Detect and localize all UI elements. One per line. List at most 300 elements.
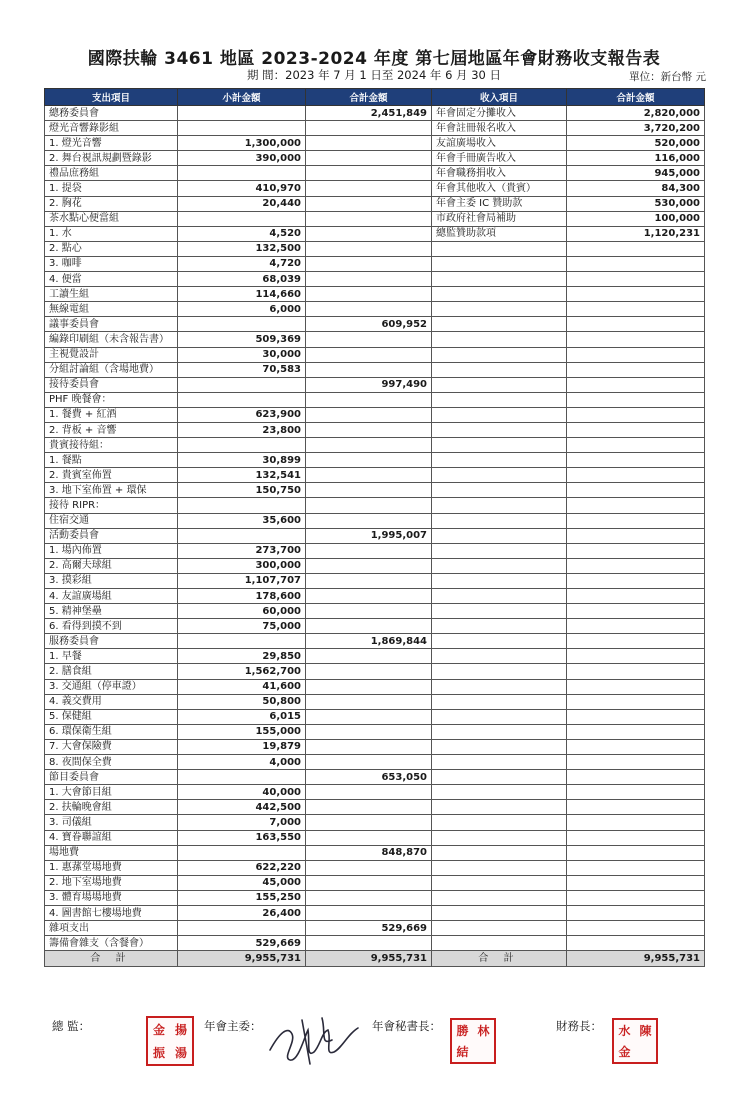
table-row [45, 679, 705, 694]
subtotal-cell [178, 166, 306, 181]
finance-table [44, 88, 705, 967]
subtotal-cell: 60,000 [178, 604, 306, 619]
income-item-cell [432, 377, 567, 392]
subtotal-cell: 300,000 [178, 558, 306, 573]
table-row [45, 513, 705, 528]
income-item-cell [432, 407, 567, 422]
income-item-cell [432, 694, 567, 709]
report-period: 期 間：2023 年 7 月 1 日至 2024 年 6 月 30 日 [247, 68, 501, 82]
table-row [45, 845, 705, 860]
expense-item-cell: 住宿交通 [45, 513, 178, 528]
total-cell [306, 709, 432, 724]
income-amount-cell [567, 438, 705, 453]
total-total: 9,955,731 [306, 951, 432, 967]
income-item-cell [432, 362, 567, 377]
income-item-cell [432, 770, 567, 785]
income-amount-cell [567, 483, 705, 498]
subtotal-cell [178, 392, 306, 407]
subtotal-cell: 70,583 [178, 362, 306, 377]
expense-item-cell: 3. 摸彩組 [45, 573, 178, 588]
table-row [45, 453, 705, 468]
expense-item-cell: 2. 扶輪晚會組 [45, 800, 178, 815]
table-row [45, 196, 705, 211]
total-cell: 653,050 [306, 770, 432, 785]
income-item-cell [432, 890, 567, 905]
table-row [45, 211, 705, 226]
total-cell [306, 211, 432, 226]
subtotal-cell: 114,660 [178, 287, 306, 302]
table-row [45, 377, 705, 392]
expense-item-cell: 6. 環保衛生組 [45, 724, 178, 739]
table-row [45, 241, 705, 256]
income-item-cell [432, 634, 567, 649]
expense-item-cell: 1. 燈光音響 [45, 136, 178, 151]
income-item-cell: 市政府社會局補助 [432, 211, 567, 226]
total-cell [306, 468, 432, 483]
table-row [45, 438, 705, 453]
expense-item-cell: 總務委員會 [45, 106, 178, 121]
header-subtotal: 小計金額 [178, 89, 306, 106]
income-item-cell [432, 709, 567, 724]
header-total: 合計金額 [306, 89, 432, 106]
header-expense-item: 支出項目 [45, 89, 178, 106]
table-row [45, 317, 705, 332]
total-cell [306, 392, 432, 407]
income-item-cell [432, 453, 567, 468]
income-amount-cell [567, 860, 705, 875]
income-amount-cell: 116,000 [567, 151, 705, 166]
total-cell [306, 619, 432, 634]
header-income-total: 合計金額 [567, 89, 705, 106]
table-row [45, 815, 705, 830]
signature-area [44, 1012, 704, 1082]
income-item-cell [432, 860, 567, 875]
total-cell [306, 302, 432, 317]
table-row [45, 256, 705, 271]
subtotal-cell: 4,520 [178, 226, 306, 241]
total-label-right: 合 計 [432, 951, 567, 967]
income-item-cell [432, 558, 567, 573]
table-row [45, 634, 705, 649]
subtotal-cell: 622,220 [178, 860, 306, 875]
table-row [45, 875, 705, 890]
total-cell [306, 196, 432, 211]
total-cell [306, 875, 432, 890]
income-amount-cell: 84,300 [567, 181, 705, 196]
income-amount-cell [567, 921, 705, 936]
total-cell: 2,451,849 [306, 106, 432, 121]
income-item-cell: 年會註冊報名收入 [432, 121, 567, 136]
table-row [45, 528, 705, 543]
table-body [45, 106, 705, 951]
expense-item-cell: 分組討論組（含場地費） [45, 362, 178, 377]
table-row [45, 830, 705, 845]
income-item-cell [432, 528, 567, 543]
table-row [45, 604, 705, 619]
income-amount-cell [567, 815, 705, 830]
expense-item-cell: 3. 體育場場地費 [45, 890, 178, 905]
subtotal-cell: 623,900 [178, 407, 306, 422]
table-row [45, 422, 705, 437]
total-cell [306, 241, 432, 256]
subtotal-cell: 390,000 [178, 151, 306, 166]
total-cell [306, 422, 432, 437]
table-row [45, 226, 705, 241]
subtotal-cell: 23,800 [178, 422, 306, 437]
expense-item-cell: 2. 膳食組 [45, 664, 178, 679]
table-row [45, 151, 705, 166]
table-row [45, 106, 705, 121]
income-item-cell [432, 241, 567, 256]
expense-item-cell: 籌備會雜支（含餐會） [45, 936, 178, 951]
income-amount-cell [567, 694, 705, 709]
income-amount-cell [567, 664, 705, 679]
subtotal-cell [178, 317, 306, 332]
income-item-cell [432, 589, 567, 604]
expense-item-cell: 1. 水 [45, 226, 178, 241]
table-row [45, 936, 705, 951]
expense-item-cell: 2. 貴賓室佈置 [45, 468, 178, 483]
income-item-cell: 年會職務捐收入 [432, 166, 567, 181]
income-amount-cell [567, 905, 705, 920]
income-item-cell [432, 302, 567, 317]
subtotal-cell: 410,970 [178, 181, 306, 196]
income-amount-cell: 520,000 [567, 136, 705, 151]
subtotal-cell [178, 438, 306, 453]
subtotal-cell: 4,000 [178, 755, 306, 770]
expense-item-cell: 4. 寶眷聯誼組 [45, 830, 178, 845]
subtotal-cell: 7,000 [178, 815, 306, 830]
total-cell [306, 905, 432, 920]
subtotal-cell: 68,039 [178, 272, 306, 287]
income-amount-cell [567, 875, 705, 890]
income-amount-cell [567, 739, 705, 754]
income-item-cell [432, 936, 567, 951]
income-item-cell [432, 619, 567, 634]
total-cell [306, 166, 432, 181]
income-item-cell [432, 347, 567, 362]
total-cell: 529,669 [306, 921, 432, 936]
expense-item-cell: 2. 點心 [45, 241, 178, 256]
income-amount-cell [567, 377, 705, 392]
income-amount-cell [567, 407, 705, 422]
income-item-cell [432, 755, 567, 770]
income-amount-cell [567, 302, 705, 317]
income-amount-cell [567, 800, 705, 815]
total-cell [306, 498, 432, 513]
expense-item-cell: 1. 大會節目組 [45, 785, 178, 800]
income-amount-cell [567, 543, 705, 558]
expense-item-cell: 4. 圖書館七樓場地費 [45, 905, 178, 920]
total-cell [306, 558, 432, 573]
income-item-cell [432, 604, 567, 619]
table-row [45, 332, 705, 347]
chair-signature [262, 1012, 372, 1072]
total-cell [306, 604, 432, 619]
table-row [45, 302, 705, 317]
table-row [45, 664, 705, 679]
income-amount-cell [567, 604, 705, 619]
total-cell [306, 226, 432, 241]
income-item-cell [432, 845, 567, 860]
table-row [45, 136, 705, 151]
table-row [45, 272, 705, 287]
table-row [45, 890, 705, 905]
governor-label: 總 監： [52, 1019, 91, 1033]
total-cell [306, 136, 432, 151]
expense-item-cell: 茶水點心便當組 [45, 211, 178, 226]
income-amount-cell [567, 573, 705, 588]
expense-item-cell: 3. 地下室佈置 + 環保 [45, 483, 178, 498]
expense-item-cell: 接待 RIPR： [45, 498, 178, 513]
expense-item-cell: 3. 咖啡 [45, 256, 178, 271]
table-row [45, 558, 705, 573]
expense-item-cell: 1. 提袋 [45, 181, 178, 196]
income-item-cell: 年會固定分攤收入 [432, 106, 567, 121]
total-cell [306, 573, 432, 588]
expense-item-cell: 1. 場內佈置 [45, 543, 178, 558]
subtotal-cell: 150,750 [178, 483, 306, 498]
total-cell [306, 664, 432, 679]
income-item-cell [432, 438, 567, 453]
table-row [45, 724, 705, 739]
expense-item-cell: 4. 便當 [45, 272, 178, 287]
subtotal-cell: 155,250 [178, 890, 306, 905]
expense-item-cell: 3. 交通組（停車證） [45, 679, 178, 694]
expense-item-cell: 禮品庶務組 [45, 166, 178, 181]
subtotal-cell [178, 211, 306, 226]
expense-item-cell: PHF 晚餐會： [45, 392, 178, 407]
income-item-cell [432, 392, 567, 407]
income-amount-cell [567, 619, 705, 634]
total-cell [306, 800, 432, 815]
income-amount-cell [567, 634, 705, 649]
expense-item-cell: 3. 司儀組 [45, 815, 178, 830]
income-item-cell [432, 543, 567, 558]
expense-item-cell: 工讀生組 [45, 287, 178, 302]
expense-item-cell: 1. 餐費 + 紅酒 [45, 407, 178, 422]
income-item-cell [432, 664, 567, 679]
total-cell [306, 272, 432, 287]
subtotal-cell: 19,879 [178, 739, 306, 754]
subtotal-cell: 1,300,000 [178, 136, 306, 151]
report-title: 國際扶輪 3461 地區 2023-2024 年度 第七屆地區年會財務收支報告表 [87, 49, 661, 69]
income-amount-cell: 530,000 [567, 196, 705, 211]
expense-item-cell: 7. 大會保險費 [45, 739, 178, 754]
income-amount-cell [567, 890, 705, 905]
income-item-cell [432, 422, 567, 437]
expense-item-cell: 場地費 [45, 845, 178, 860]
income-amount-cell [567, 453, 705, 468]
table-row [45, 181, 705, 196]
secretary-seal: 勝 林 結 [450, 1018, 496, 1064]
income-amount-cell [567, 332, 705, 347]
table-row [45, 694, 705, 709]
income-amount-cell [567, 256, 705, 271]
table-row [45, 468, 705, 483]
expense-item-cell: 主視覺設計 [45, 347, 178, 362]
expense-item-cell: 編錄印刷組（未含報告書） [45, 332, 178, 347]
total-cell [306, 649, 432, 664]
expense-item-cell: 6. 看得到摸不到 [45, 619, 178, 634]
income-amount-cell [567, 317, 705, 332]
table-row [45, 619, 705, 634]
expense-item-cell: 1. 惠蓀堂場地費 [45, 860, 178, 875]
subtotal-cell: 442,500 [178, 800, 306, 815]
total-cell [306, 513, 432, 528]
subtotal-cell [178, 634, 306, 649]
total-cell [306, 181, 432, 196]
total-cell [306, 121, 432, 136]
income-amount-cell: 100,000 [567, 211, 705, 226]
expense-item-cell: 2. 胸花 [45, 196, 178, 211]
expense-item-cell: 無線電組 [45, 302, 178, 317]
total-cell: 1,869,844 [306, 634, 432, 649]
income-amount-cell [567, 755, 705, 770]
expense-item-cell: 燈光音響錄影組 [45, 121, 178, 136]
table-row [45, 755, 705, 770]
income-amount-cell: 945,000 [567, 166, 705, 181]
subtotal-cell [178, 921, 306, 936]
subtotal-cell [178, 528, 306, 543]
total-cell [306, 362, 432, 377]
total-cell [306, 936, 432, 951]
income-amount-cell [567, 272, 705, 287]
subtotal-cell: 1,562,700 [178, 664, 306, 679]
expense-item-cell: 2. 高爾夫球組 [45, 558, 178, 573]
expense-item-cell: 5. 精神堡壘 [45, 604, 178, 619]
table-row [45, 709, 705, 724]
table-row [45, 347, 705, 362]
subtotal-cell: 6,000 [178, 302, 306, 317]
income-item-cell [432, 875, 567, 890]
expense-item-cell: 接待委員會 [45, 377, 178, 392]
income-item-cell: 年會手冊廣告收入 [432, 151, 567, 166]
expense-item-cell: 8. 夜間保全費 [45, 755, 178, 770]
income-amount-cell [567, 558, 705, 573]
subtotal-cell: 132,500 [178, 241, 306, 256]
income-item-cell [432, 256, 567, 271]
income-item-cell [432, 468, 567, 483]
subtotal-cell: 178,600 [178, 589, 306, 604]
income-item-cell [432, 785, 567, 800]
finance-seal: 水 陳 金 [612, 1018, 658, 1064]
table-header-row [45, 89, 705, 106]
chair-label: 年會主委： [204, 1019, 262, 1033]
income-item-cell: 年會主委 IC 贊助款 [432, 196, 567, 211]
income-item-cell [432, 287, 567, 302]
total-subtotal: 9,955,731 [178, 951, 306, 967]
subtotal-cell: 40,000 [178, 785, 306, 800]
expense-item-cell: 活動委員會 [45, 528, 178, 543]
income-item-cell [432, 830, 567, 845]
total-cell [306, 890, 432, 905]
total-cell [306, 724, 432, 739]
subtotal-cell [178, 498, 306, 513]
subtotal-cell: 529,669 [178, 936, 306, 951]
income-amount-cell [567, 785, 705, 800]
expense-item-cell: 4. 友誼廣場組 [45, 589, 178, 604]
income-amount-cell: 3,720,200 [567, 121, 705, 136]
expense-item-cell: 2. 舞台視訊規劃暨錄影 [45, 151, 178, 166]
total-row [45, 951, 705, 967]
table-row [45, 770, 705, 785]
income-item-cell [432, 483, 567, 498]
table-row [45, 407, 705, 422]
total-label-left: 合 計 [45, 951, 178, 967]
expense-item-cell: 服務委員會 [45, 634, 178, 649]
total-cell: 609,952 [306, 317, 432, 332]
table-row [45, 589, 705, 604]
total-cell [306, 407, 432, 422]
subtotal-cell [178, 121, 306, 136]
income-amount-cell [567, 770, 705, 785]
expense-item-cell: 1. 餐點 [45, 453, 178, 468]
subtotal-cell: 35,600 [178, 513, 306, 528]
income-amount-cell [567, 528, 705, 543]
income-item-cell [432, 573, 567, 588]
income-amount-cell [567, 241, 705, 256]
governor-seal: 金 揚 振 湯 [146, 1016, 194, 1066]
finance-label: 財務長： [556, 1019, 602, 1033]
subtotal-cell: 45,000 [178, 875, 306, 890]
total-cell [306, 483, 432, 498]
subtotal-cell [178, 770, 306, 785]
income-item-cell [432, 649, 567, 664]
total-income: 9,955,731 [567, 951, 705, 967]
header-income-item: 收入項目 [432, 89, 567, 106]
secretary-label: 年會秘書長： [372, 1019, 441, 1033]
income-item-cell [432, 921, 567, 936]
income-item-cell [432, 272, 567, 287]
subtotal-cell [178, 845, 306, 860]
income-item-cell [432, 800, 567, 815]
income-item-cell: 年會其他收入（貴賓） [432, 181, 567, 196]
subtotal-cell: 132,541 [178, 468, 306, 483]
subtotal-cell: 163,550 [178, 830, 306, 845]
income-item-cell [432, 724, 567, 739]
income-amount-cell [567, 347, 705, 362]
subtotal-cell [178, 377, 306, 392]
income-amount-cell [567, 649, 705, 664]
table-row [45, 483, 705, 498]
expense-item-cell: 5. 保健組 [45, 709, 178, 724]
table-row [45, 860, 705, 875]
income-item-cell: 友誼廣場收入 [432, 136, 567, 151]
total-cell [306, 438, 432, 453]
table-row [45, 287, 705, 302]
total-cell [306, 151, 432, 166]
total-cell [306, 543, 432, 558]
subtotal-cell: 41,600 [178, 679, 306, 694]
total-cell [306, 785, 432, 800]
income-item-cell [432, 498, 567, 513]
subtotal-cell [178, 106, 306, 121]
total-cell: 848,870 [306, 845, 432, 860]
income-amount-cell: 2,820,000 [567, 106, 705, 121]
income-amount-cell [567, 362, 705, 377]
subtotal-cell: 4,720 [178, 256, 306, 271]
table-row [45, 785, 705, 800]
income-item-cell [432, 317, 567, 332]
income-amount-cell [567, 830, 705, 845]
income-item-cell [432, 513, 567, 528]
income-item-cell [432, 332, 567, 347]
income-amount-cell [567, 845, 705, 860]
table-row [45, 649, 705, 664]
income-amount-cell [567, 287, 705, 302]
subtotal-cell: 30,000 [178, 347, 306, 362]
